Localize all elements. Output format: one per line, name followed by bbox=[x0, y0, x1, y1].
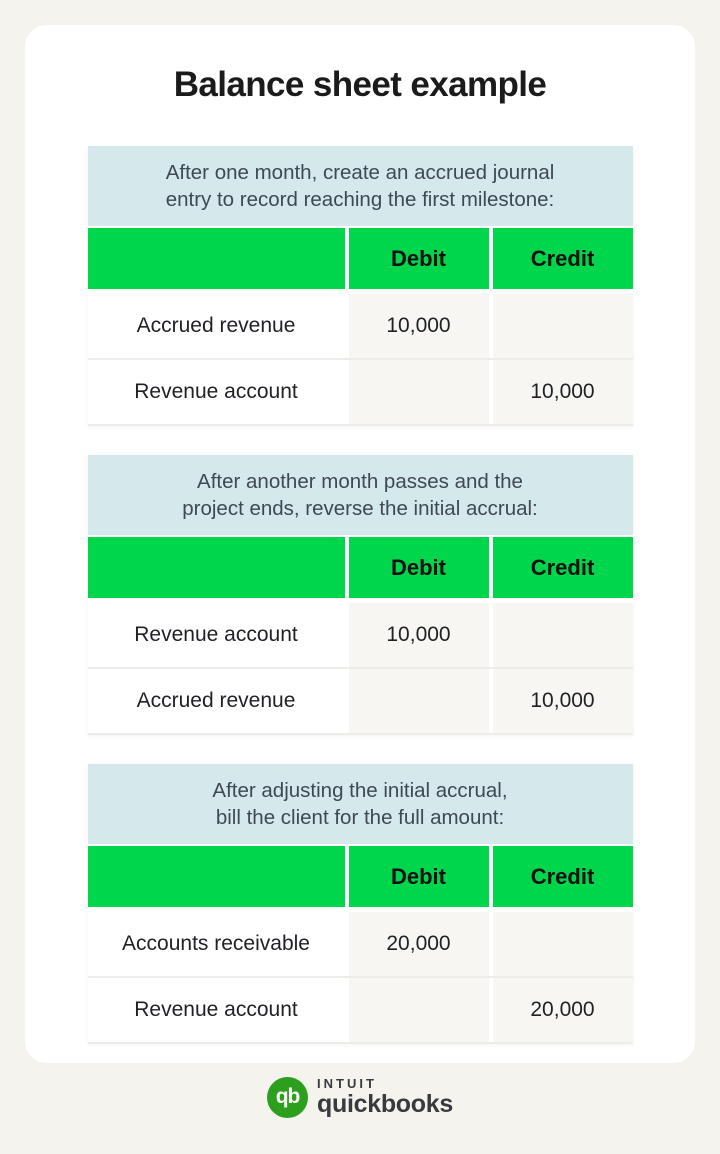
debit-cell bbox=[349, 669, 489, 733]
debit-cell bbox=[349, 978, 489, 1042]
caption-line: project ends, reverse the initial accrual: bbox=[182, 497, 538, 520]
header-cell-account bbox=[88, 228, 345, 289]
caption-line: After one month, create an accrued journal bbox=[165, 161, 555, 184]
account-cell: Accounts receivable bbox=[88, 912, 345, 976]
quickbooks-qb-icon: qb bbox=[267, 1077, 308, 1118]
credit-cell: 10,000 bbox=[493, 360, 633, 424]
account-cell: Accrued revenue bbox=[88, 294, 345, 358]
table-row bbox=[88, 603, 633, 669]
header-cell-debit: Debit bbox=[349, 228, 489, 289]
caption-line: entry to record reaching the first milestone: bbox=[165, 188, 555, 211]
header-cell-account bbox=[88, 537, 345, 598]
header-cell-credit: Credit bbox=[493, 537, 633, 598]
page-title: Balance sheet example bbox=[173, 65, 547, 104]
account-cell: Revenue account bbox=[88, 978, 345, 1042]
debit-cell: 20,000 bbox=[349, 912, 489, 976]
intuit-quickbooks-logo bbox=[267, 1076, 453, 1118]
caption-line: After another month passes and the bbox=[197, 470, 523, 493]
account-cell: Accrued revenue bbox=[88, 669, 345, 733]
table-row bbox=[88, 912, 633, 978]
debit-cell: 10,000 bbox=[349, 294, 489, 358]
journal-table-3 bbox=[88, 764, 633, 1044]
table-caption bbox=[88, 764, 633, 844]
table-row bbox=[88, 978, 633, 1044]
table-row bbox=[88, 669, 633, 735]
table-body bbox=[88, 603, 633, 735]
table-header-row bbox=[88, 846, 633, 907]
journal-table-2 bbox=[88, 455, 633, 735]
header-cell-account bbox=[88, 846, 345, 907]
debit-cell: 10,000 bbox=[349, 603, 489, 667]
table-row bbox=[88, 294, 633, 360]
caption-line: bill the client for the full amount: bbox=[215, 806, 505, 829]
content-card bbox=[25, 25, 695, 1063]
table-header-row bbox=[88, 228, 633, 289]
intuit-wordmark: INTUIT bbox=[317, 1076, 377, 1091]
credit-cell: 20,000 bbox=[493, 978, 633, 1042]
header-cell-credit: Credit bbox=[493, 228, 633, 289]
credit-cell: 10,000 bbox=[493, 669, 633, 733]
journal-table-1 bbox=[88, 146, 633, 426]
tables-container bbox=[88, 146, 633, 1044]
header-cell-credit: Credit bbox=[493, 846, 633, 907]
header-cell-debit: Debit bbox=[349, 537, 489, 598]
table-caption bbox=[88, 146, 633, 226]
caption-line: After adjusting the initial accrual, bbox=[212, 779, 508, 802]
header-cell-debit: Debit bbox=[349, 846, 489, 907]
table-row bbox=[88, 360, 633, 426]
account-cell: Revenue account bbox=[88, 360, 345, 424]
credit-cell bbox=[493, 912, 633, 976]
credit-cell bbox=[493, 294, 633, 358]
quickbooks-wordmark: quickbooks bbox=[317, 1090, 453, 1118]
table-body bbox=[88, 294, 633, 426]
footer bbox=[0, 1076, 720, 1118]
table-body bbox=[88, 912, 633, 1044]
debit-cell bbox=[349, 360, 489, 424]
brand-text bbox=[317, 1076, 453, 1118]
account-cell: Revenue account bbox=[88, 603, 345, 667]
table-caption bbox=[88, 455, 633, 535]
credit-cell bbox=[493, 603, 633, 667]
table-header-row bbox=[88, 537, 633, 598]
